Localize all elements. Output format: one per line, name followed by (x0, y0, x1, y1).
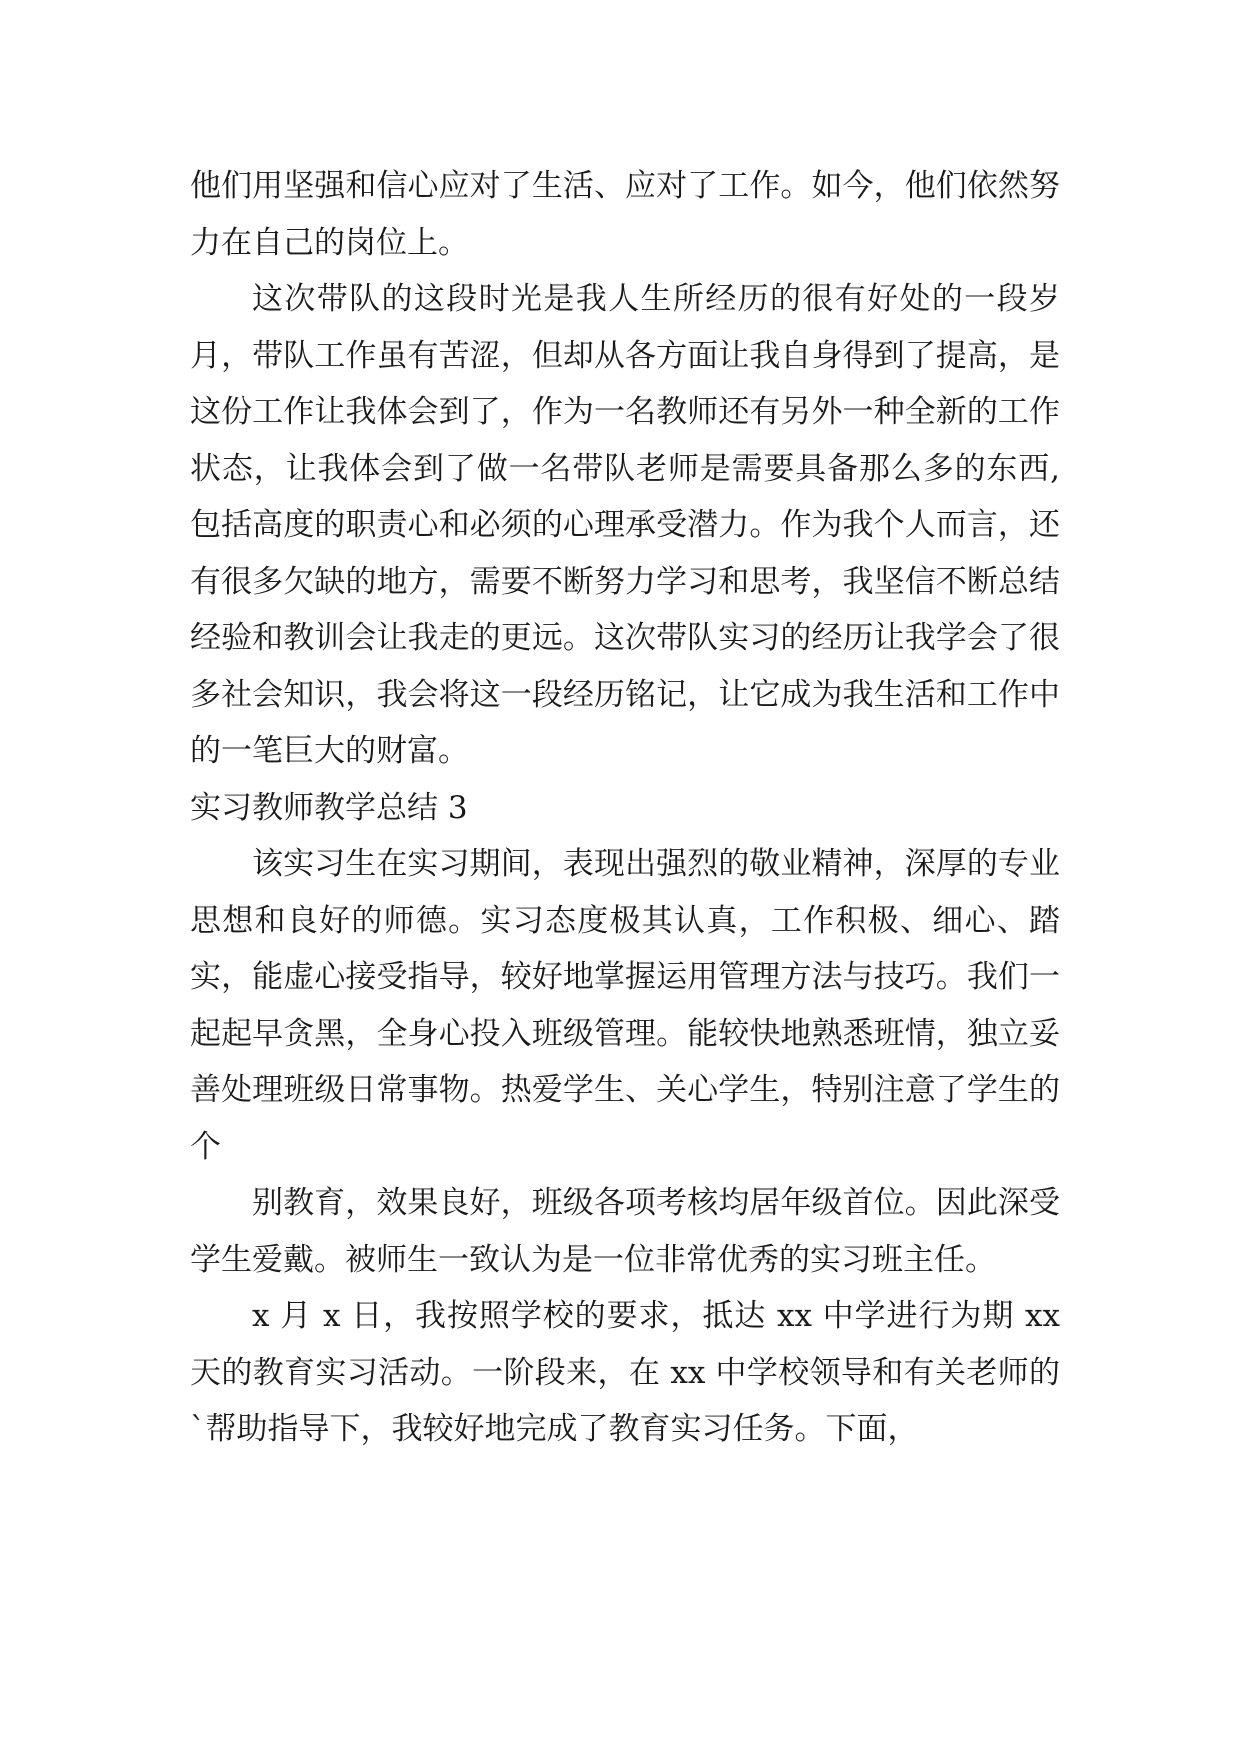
document-body (190, 158, 1060, 1458)
paragraph-intern-evaluation: 该实习生在实习期间，表现出强烈的敬业精神，深厚的专业思想和良好的师德。实习态度极其认真，工作积极、细心、踏实，能虚心接受指导，较好地掌握运用管理方法与技巧。我们一起起早贪黑，全身心投入班级管理。能较快地熟悉班情，独立妥善处理班级日常事物。热爱学生、关心学生，特别注意了学生的个 (190, 846, 1060, 1165)
paragraph-continuation: 他们用坚强和信心应对了生活、应对了工作。如今，他们依然努力在自己的岗位上。 (190, 168, 1060, 261)
paragraph-evaluation-continued: 别教育，效果良好，班级各项考核均居年级首位。因此深受学生爱戴。被师生一致认为是一位非常优秀的实习班主任。 (190, 1185, 1060, 1278)
paragraph-team-leading-reflection: 这次带队的这段时光是我人生所经历的很有好处的一段岁月，带队工作虽有苦涩，但却从各方面让我自身得到了提高，是这份工作让我体会到了，作为一名教师还有另外一种全新的工作状态，让我体会到了做一名带队老师是需要具备那么多的东西,包括高度的职责心和必须的心理承受潜力。作为我个人而言，还有很多欠缺的地方，需要不断努力学习和思考，我坚信不断总结经验和教训会让我走的更远。这次带队实习的经历让我学会了很多社会知识，我会将这一段经历铭记，让它成为我生活和工作中的一笔巨大的财富。 (190, 281, 1060, 769)
paragraph-internship-intro: x 月 x 日，我按照学校的要求，抵达 xx 中学进行为期 xx 天的教育实习活动。一阶段来，在 xx 中学校领导和有关老师的`帮助指导下，我较好地完成了教育实习任务。下面， (190, 1298, 1060, 1447)
section-heading: 实习教师教学总结 3 (190, 789, 468, 826)
